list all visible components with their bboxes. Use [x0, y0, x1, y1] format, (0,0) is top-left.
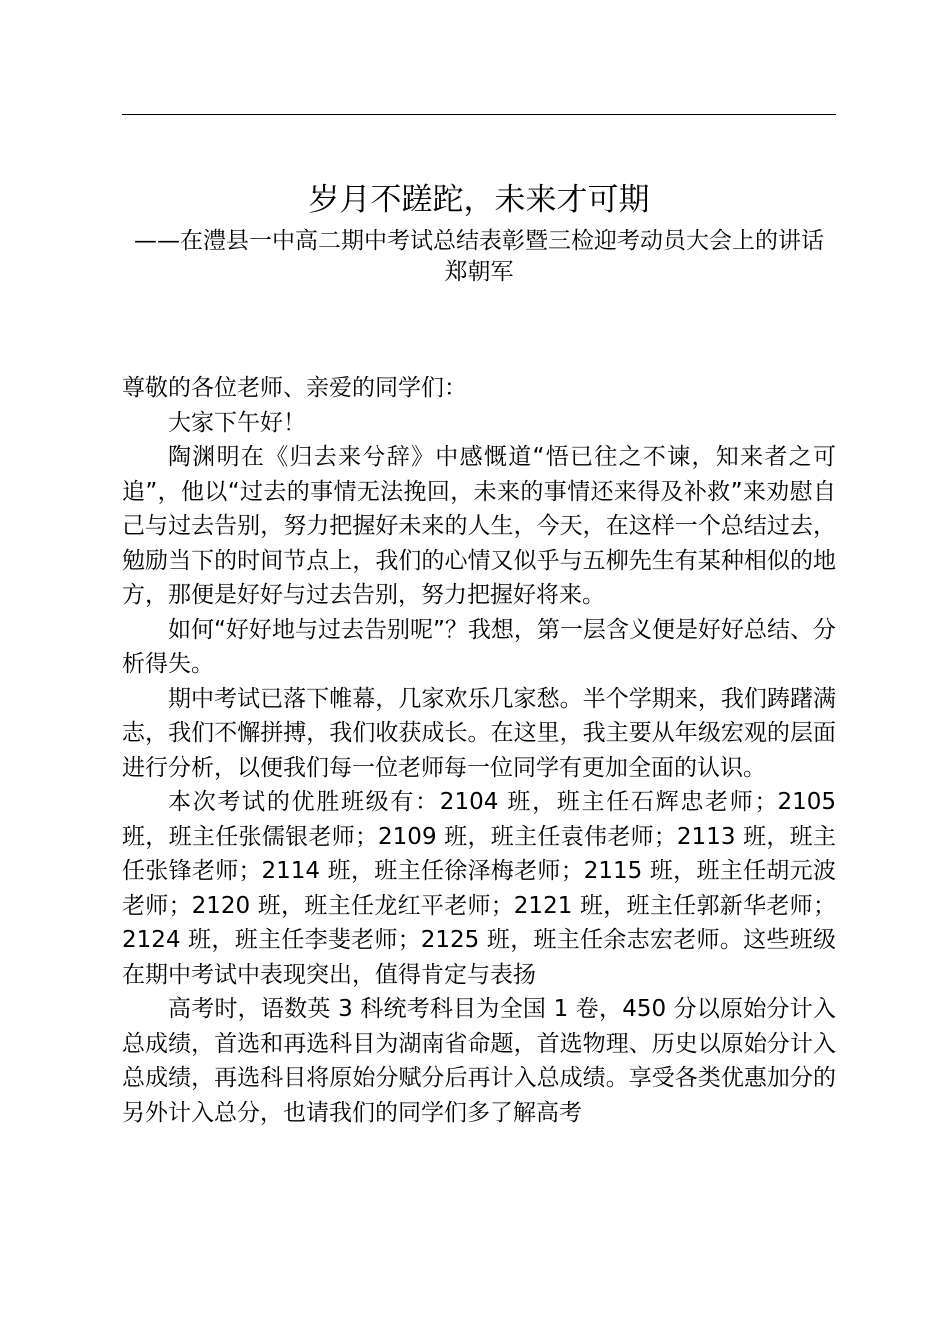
paragraph: 陶渊明在《归去来兮辞》中感慨道“悟已往之不谏，知来者之可追”，他以“过去的事情无法挽回，未来的事情还来得及补救”来劝慰自己与过去告别，努力把握好未来的人生，今天，在这样一个总结过去，勉励当下的时间节点上，我们的心情又似乎与五柳先生有某种相似的地方，那便是好好与过去告别，努力把握好将来。 [122, 444, 836, 608]
header-rule [122, 114, 836, 115]
paragraph: 如何“好好地与过去告别呢”？我想，第一层含义便是好好总结、分析得失。 [122, 616, 836, 677]
paragraph: 大家下午好！ [168, 409, 306, 436]
salutation: 尊敬的各位老师、亲爱的同学们： [122, 375, 467, 401]
paragraph: 高考时，语数英 3 科统考科目为全国 1 卷，450 分以原始分计入总成绩，首选和再选科目为湖南省命题，首选物理、历史以原始分计入总成绩，再选科目将原始分赋分后再计入总成绩。享受各类优惠加分的另外计入总分，也请我们的同学们多了解高考 [122, 996, 836, 1126]
title-block [122, 178, 836, 288]
document-author: 郑朝军 [444, 259, 514, 285]
document-body [122, 371, 836, 1130]
paragraph: 期中考试已落下帷幕，几家欢乐几家愁。半个学期来，我们踌躇满志，我们不懈拼搏，我们收获成长。在这里，我主要从年级宏观的层面进行分析，以便我们每一位老师每一位同学有更加全面的认识。 [122, 685, 836, 781]
document-title: 岁月不蹉跎，未来才可期 [308, 182, 650, 218]
document-subtitle: ——在澧县一中高二期中考试总结表彰暨三检迎考动员大会上的讲话 [134, 228, 824, 254]
paragraph: 本次考试的优胜班级有：2104 班，班主任石辉忠老师；2105 班，班主任张儒银老师；2109 班，班主任袁伟老师；2113 班，班主任张锋老师；2114 班，班主任徐泽梅老师；2115 班，班主任胡元波老师；2120 班，班主任龙红平老师；2121 班，班主任郭新华老师；2124 班，班主任李斐老师；2125 班，班主任余志宏老师。这些班级在期中考试中表现突出，值得肯定与表扬 [122, 789, 836, 988]
